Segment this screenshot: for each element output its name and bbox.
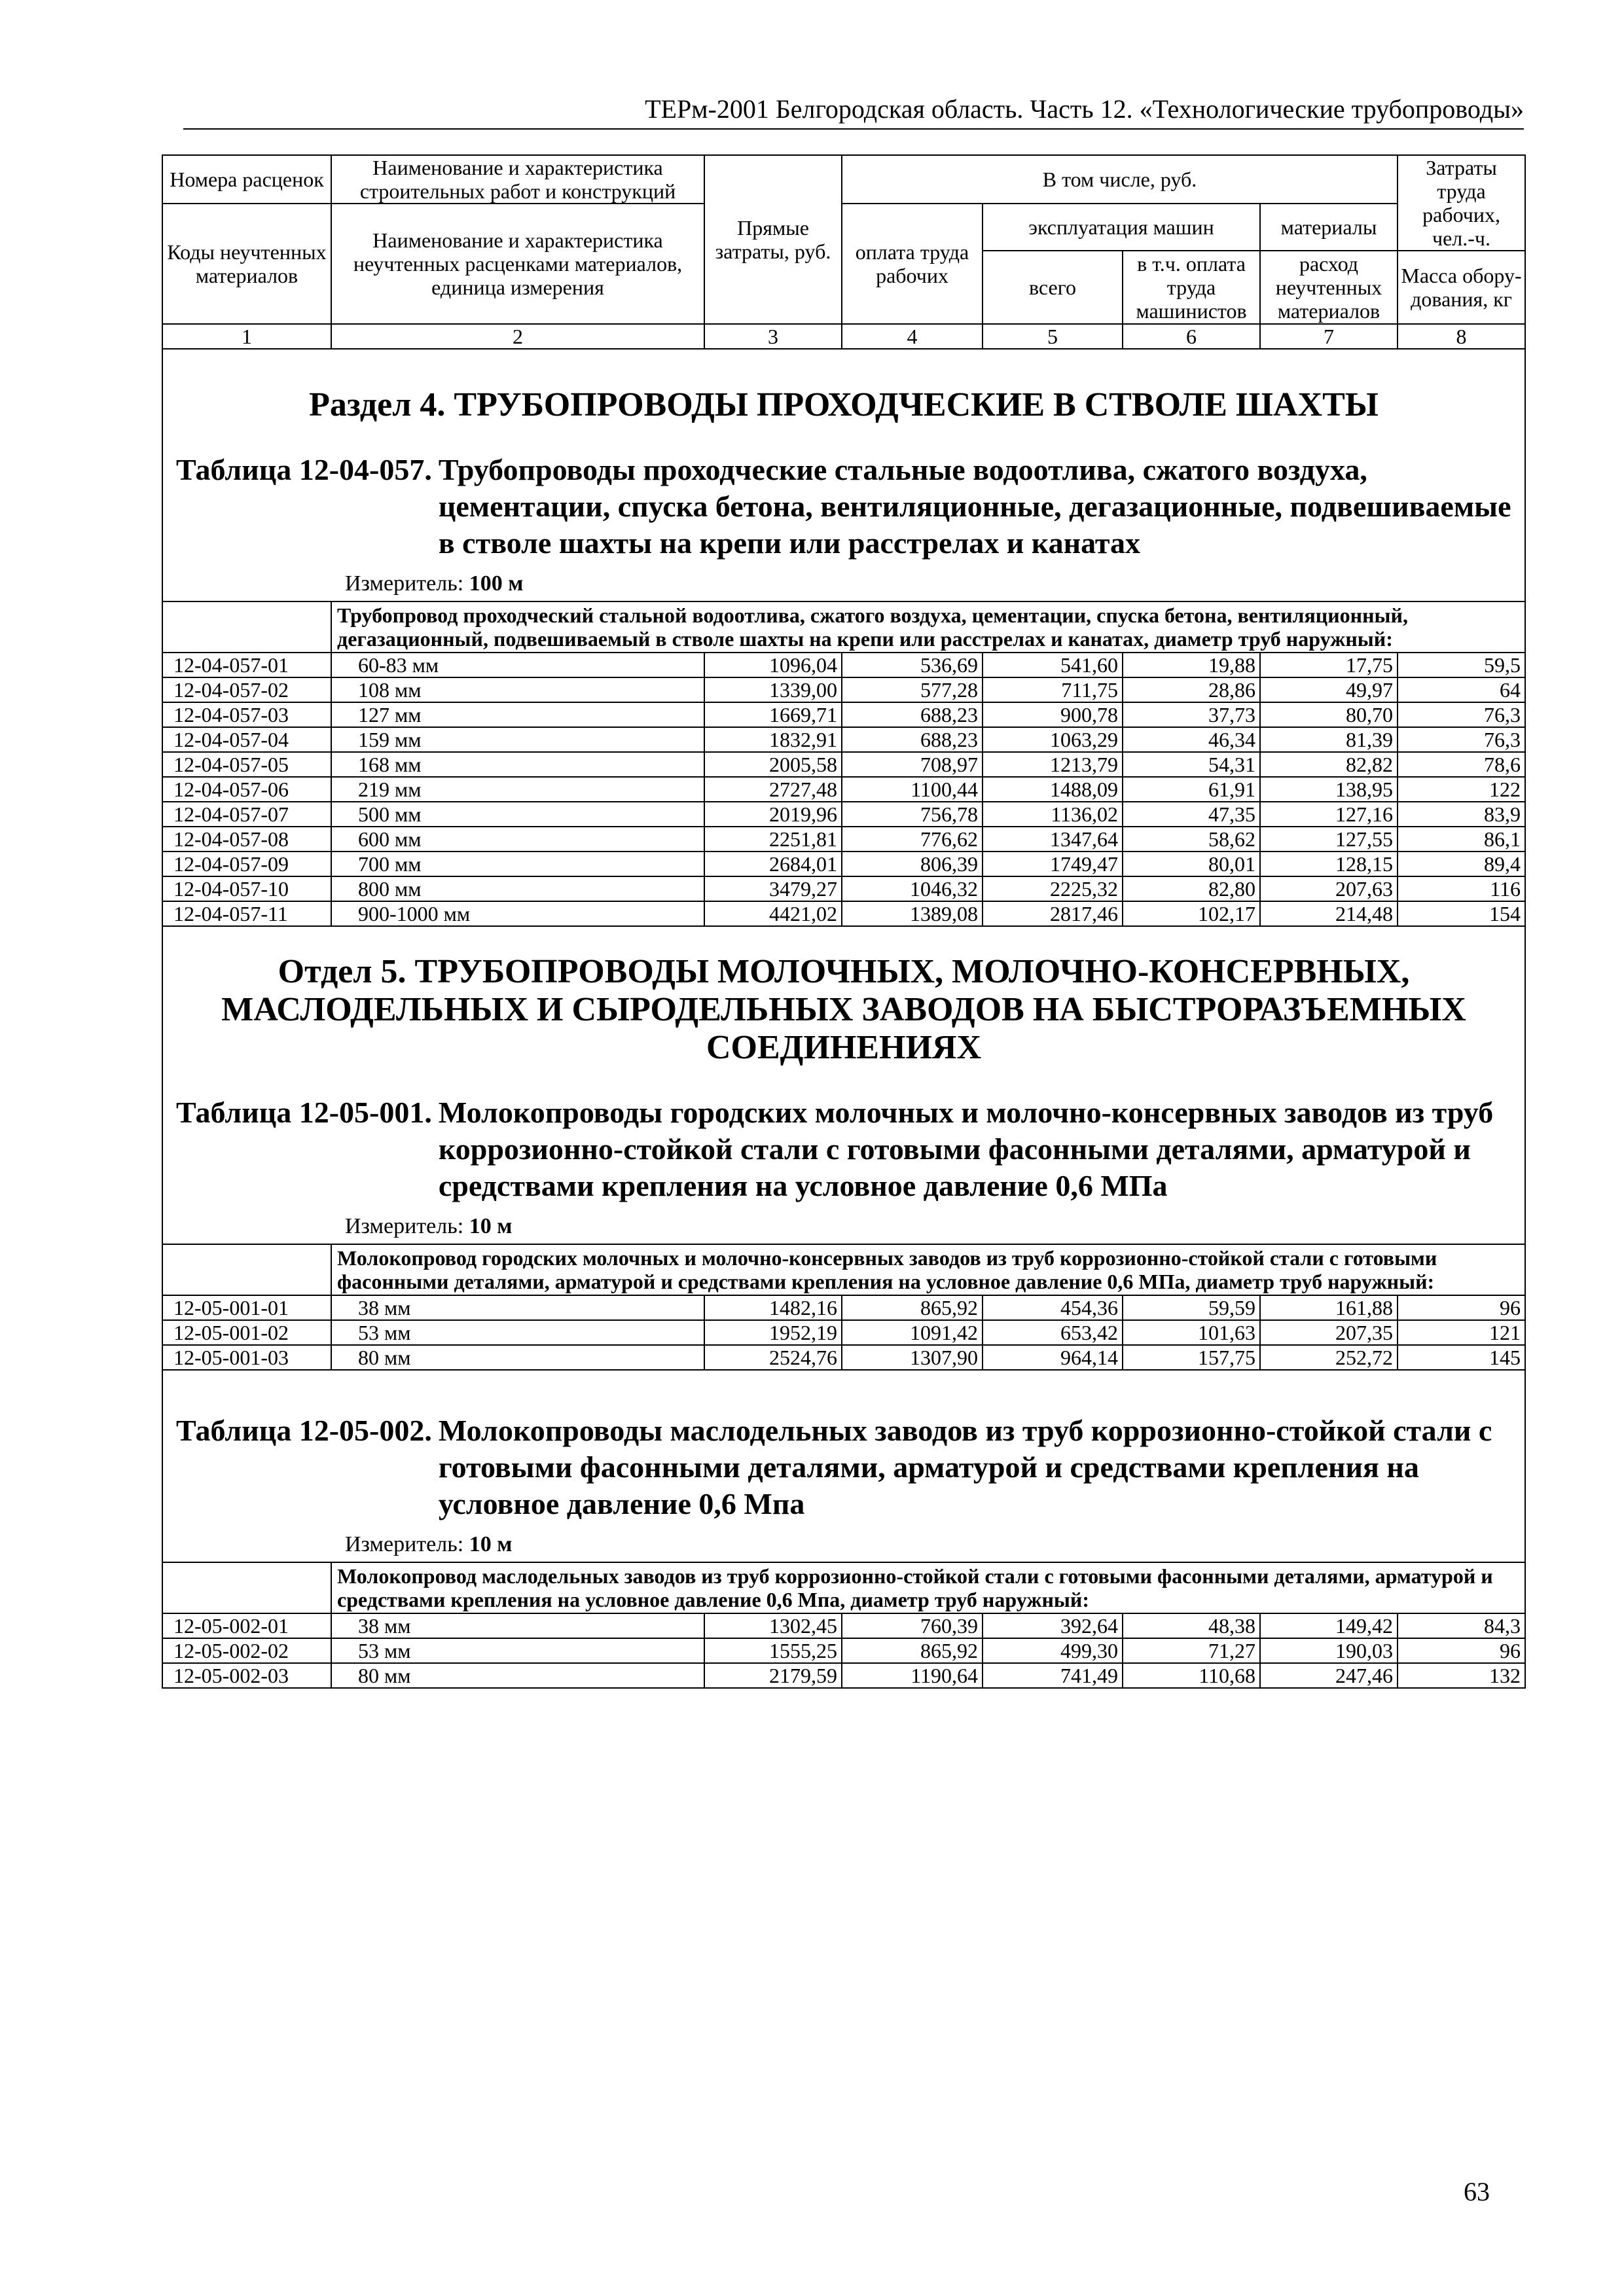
col-header-worker-pay: оплата труда рабочих: [842, 204, 983, 324]
measure-label: Измеритель:: [345, 1214, 464, 1238]
cell-code: 12-04-057-04: [162, 727, 331, 752]
cell-drivers: 46,34: [1123, 727, 1260, 752]
col-header-materials: материалы: [1260, 204, 1398, 251]
cell-drivers: 54,31: [1123, 752, 1260, 777]
cell-drivers: 37,73: [1123, 702, 1260, 727]
cell-drivers: 71,27: [1123, 1638, 1260, 1663]
measure-label: Измеритель:: [345, 571, 464, 596]
table-row: [162, 1638, 1525, 1663]
cell-direct: 2005,58: [704, 752, 842, 777]
cell-name: 53 мм: [331, 1638, 704, 1663]
cell-code: 12-05-001-02: [162, 1320, 331, 1345]
col-header-rate-numbers: Номера расценок: [162, 155, 331, 204]
cell-hours: 121: [1398, 1320, 1525, 1345]
table-body: [162, 349, 1525, 653]
cell-name: 900-1000 мм: [331, 901, 704, 926]
col-header-material-codes: Коды неучтенных материалов: [162, 204, 331, 324]
table-title: Молокопроводы маслодельных заводов из труб коррозионно-стойкой стали с готовыми фасонными деталями, арматурой и средствами крепления на условное давление 0,6 Мпа: [438, 1414, 1492, 1520]
cell-labor: 1091,42: [842, 1320, 983, 1345]
cell-code: 12-05-002-01: [162, 1613, 331, 1638]
table-row: [162, 901, 1525, 926]
cell-drivers: 58,62: [1123, 827, 1260, 852]
cell-machines: 1136,02: [983, 802, 1123, 827]
cell-name: 600 мм: [331, 827, 704, 852]
cell-labor: 1100,44: [842, 777, 983, 802]
col-num: 6: [1123, 324, 1260, 349]
cell-machines: 1347,64: [983, 827, 1123, 852]
cell-code: 12-04-057-08: [162, 827, 331, 852]
table-caption: [162, 441, 1525, 601]
cell-machines: 711,75: [983, 677, 1123, 702]
cell-name: 800 мм: [331, 876, 704, 901]
col-num: 5: [983, 324, 1123, 349]
cell-code: 12-05-001-03: [162, 1345, 331, 1370]
cell-labor: 1307,90: [842, 1345, 983, 1370]
cell-name: 38 мм: [331, 1295, 704, 1320]
cell-materials: 190,03: [1260, 1638, 1398, 1663]
table-row: [162, 702, 1525, 727]
col-header-work-name: Наименование и характеристика строительных работ и конструкций: [331, 155, 704, 204]
col-header-machines: эксплуатация машин: [983, 204, 1260, 251]
table-row: [162, 1345, 1525, 1370]
col-header-material-name: Наименование и характеристика неучтенных расценками материалов, единица измерения: [331, 204, 704, 324]
cell-direct: 2019,96: [704, 802, 842, 827]
col-header-direct-costs: Прямые затраты, руб.: [704, 155, 842, 324]
cell-hours: 145: [1398, 1345, 1525, 1370]
cell-drivers: 102,17: [1123, 901, 1260, 926]
cell-hours: 89,4: [1398, 852, 1525, 876]
cell-hours: 76,3: [1398, 727, 1525, 752]
cell-labor: 688,23: [842, 727, 983, 752]
col-num: 1: [162, 324, 331, 349]
cell-direct: 2727,48: [704, 777, 842, 802]
cell-materials: 17,75: [1260, 653, 1398, 677]
cell-direct: 2251,81: [704, 827, 842, 852]
col-num: 3: [704, 324, 842, 349]
cell-direct: 1482,16: [704, 1295, 842, 1320]
cell-machines: 653,42: [983, 1320, 1123, 1345]
table-row: [162, 677, 1525, 702]
cell-materials: 127,55: [1260, 827, 1398, 852]
cell-drivers: 101,63: [1123, 1320, 1260, 1345]
cell-materials: 214,48: [1260, 901, 1398, 926]
table-row: [162, 1295, 1525, 1320]
cell-hours: 83,9: [1398, 802, 1525, 827]
cell-drivers: 48,38: [1123, 1613, 1260, 1638]
table-row: [162, 752, 1525, 777]
cell-hours: 59,5: [1398, 653, 1525, 677]
cell-labor: 688,23: [842, 702, 983, 727]
page-number: 63: [1464, 2177, 1490, 2206]
table-12-05-002-body: [162, 1370, 1525, 1613]
table-row: [162, 852, 1525, 876]
cell-materials: 82,82: [1260, 752, 1398, 777]
cell-hours: 116: [1398, 876, 1525, 901]
table-label: Таблица 12-05-002.: [176, 1414, 432, 1447]
col-header-equipment-mass: Масса обору-дования, кг: [1398, 251, 1525, 324]
cell-labor: 1389,08: [842, 901, 983, 926]
rates-table: [162, 154, 1526, 1689]
cell-machines: 1063,29: [983, 727, 1123, 752]
cell-hours: 122: [1398, 777, 1525, 802]
table-label: Таблица 12-05-001.: [176, 1096, 432, 1129]
measure-value: 100 м: [469, 571, 524, 596]
cell-materials: 49,97: [1260, 677, 1398, 702]
cell-direct: 2179,59: [704, 1663, 842, 1688]
cell-direct: 1339,00: [704, 677, 842, 702]
cell-machines: 2225,32: [983, 876, 1123, 901]
cell-labor: 1190,64: [842, 1663, 983, 1688]
table-row: [162, 1663, 1525, 1688]
cell-drivers: 82,80: [1123, 876, 1260, 901]
col-num: 8: [1398, 324, 1525, 349]
cell-materials: 252,72: [1260, 1345, 1398, 1370]
cell-hours: 78,6: [1398, 752, 1525, 777]
rows-table-12-05-001: [162, 1295, 1525, 1370]
cell-materials: 127,16: [1260, 802, 1398, 827]
cell-direct: 2524,76: [704, 1345, 842, 1370]
rows-section4: [162, 653, 1525, 926]
cell-drivers: 47,35: [1123, 802, 1260, 827]
cell-direct: 1832,91: [704, 727, 842, 752]
cell-name: 168 мм: [331, 752, 704, 777]
cell-direct: 1669,71: [704, 702, 842, 727]
section5-body: [162, 926, 1525, 1295]
cell-hours: 132: [1398, 1663, 1525, 1688]
cell-drivers: 59,59: [1123, 1295, 1260, 1320]
cell-labor: 1046,32: [842, 876, 983, 901]
cell-machines: 741,49: [983, 1663, 1123, 1688]
cell-machines: 541,60: [983, 653, 1123, 677]
cell-direct: 1096,04: [704, 653, 842, 677]
cell-code: 12-05-001-01: [162, 1295, 331, 1320]
measure-label: Измеритель:: [345, 1532, 464, 1556]
cell-machines: 1488,09: [983, 777, 1123, 802]
cell-labor: 865,92: [842, 1295, 983, 1320]
cell-direct: 1302,45: [704, 1613, 842, 1638]
cell-materials: 149,42: [1260, 1613, 1398, 1638]
cell-hours: 96: [1398, 1295, 1525, 1320]
cell-name: 108 мм: [331, 677, 704, 702]
cell-labor: 776,62: [842, 827, 983, 852]
col-header-unaccounted-materials: расход неучтенных материалов: [1260, 251, 1398, 324]
cell-drivers: 110,68: [1123, 1663, 1260, 1688]
cell-machines: 1213,79: [983, 752, 1123, 777]
cell-name: 80 мм: [331, 1663, 704, 1688]
table-row: [162, 653, 1525, 677]
cell-machines: 964,14: [983, 1345, 1123, 1370]
cell-code: 12-04-057-11: [162, 901, 331, 926]
cell-materials: 161,88: [1260, 1295, 1398, 1320]
cell-code: 12-05-002-02: [162, 1638, 331, 1663]
col-header-labor-hours: Затраты труда рабочих, чел.-ч.: [1398, 155, 1525, 251]
running-header: ТЕРм-2001 Белгородская область. Часть 12. «Технологические трубопроводы»: [183, 93, 1524, 130]
cell-code: 12-04-057-10: [162, 876, 331, 901]
cell-drivers: 157,75: [1123, 1345, 1260, 1370]
cell-hours: 84,3: [1398, 1613, 1525, 1638]
cell-code: 12-04-057-06: [162, 777, 331, 802]
table-row: [162, 1320, 1525, 1345]
cell-direct: 4421,02: [704, 901, 842, 926]
cell-drivers: 61,91: [1123, 777, 1260, 802]
rows-table-12-05-002: [162, 1613, 1525, 1688]
table-label: Таблица 12-04-057.: [176, 453, 432, 486]
cell-hours: 96: [1398, 1638, 1525, 1663]
cell-hours: 86,1: [1398, 827, 1525, 852]
cell-machines: 499,30: [983, 1638, 1123, 1663]
cell-drivers: 28,86: [1123, 677, 1260, 702]
cell-name: 219 мм: [331, 777, 704, 802]
table-row: [162, 827, 1525, 852]
cell-hours: 64: [1398, 677, 1525, 702]
cell-drivers: 80,01: [1123, 852, 1260, 876]
table-row: [162, 1613, 1525, 1638]
col-header-driver-pay: в т.ч. оплата труда машинистов: [1123, 251, 1260, 324]
cell-labor: 756,78: [842, 802, 983, 827]
cell-code: 12-04-057-05: [162, 752, 331, 777]
section-title: Отдел 5. ТРУБОПРОВОДЫ МОЛОЧНЫХ, МОЛОЧНО-КОНСЕРВНЫХ, МАСЛОДЕЛЬНЫХ И СЫРОДЕЛЬНЫХ ЗАВОДОВ НА БЫСТРОРАЗЪЕМНЫХ СОЕДИНЕНИЯХ: [162, 926, 1525, 1084]
table-header: [162, 155, 1525, 349]
measure-value: 10 м: [469, 1214, 513, 1238]
table-title: Трубопроводы проходческие стальные водоотлива, сжатого воздуха, цементации, спуска бетона, вентиляционные, дегазационные, подвешиваемые в стволе шахты на крепи или расстрелах и канатах: [438, 453, 1511, 560]
measure: [176, 1213, 1511, 1240]
cell-machines: 1749,47: [983, 852, 1123, 876]
cell-name: 80 мм: [331, 1345, 704, 1370]
col-num: 7: [1260, 324, 1398, 349]
cell-code: 12-04-057-03: [162, 702, 331, 727]
cell-materials: 80,70: [1260, 702, 1398, 727]
cell-hours: 154: [1398, 901, 1525, 926]
cell-name: 127 мм: [331, 702, 704, 727]
cell-labor: 865,92: [842, 1638, 983, 1663]
cell-code: 12-04-057-07: [162, 802, 331, 827]
section-title: Раздел 4. ТРУБОПРОВОДЫ ПРОХОДЧЕСКИЕ В СТВОЛЕ ШАХТЫ: [162, 349, 1525, 441]
col-num: 4: [842, 324, 983, 349]
table-row: [162, 727, 1525, 752]
cell-materials: 138,95: [1260, 777, 1398, 802]
cell-direct: 2684,01: [704, 852, 842, 876]
cell-labor: 577,28: [842, 677, 983, 702]
table-caption: [162, 1084, 1525, 1244]
rate-description: Молокопровод городских молочных и молочно-консервных заводов из труб коррозионно-стойкой стали с готовыми фасонными деталями, арматурой и средствами крепления на условное давление 0,6 МПа, диаметр труб наружный:: [331, 1244, 1525, 1295]
cell-machines: 2817,46: [983, 901, 1123, 926]
rate-description: Трубопровод проходческий стальной водоотлива, сжатого воздуха, цементации, спуска бетона, вентиляционный, дегазационный, подвешиваемый в стволе шахты на крепи или расстрелах и канатах, диаметр труб наружный:: [331, 601, 1525, 653]
cell-code: 12-05-002-03: [162, 1663, 331, 1688]
cell-machines: 392,64: [983, 1613, 1123, 1638]
cell-hours: 76,3: [1398, 702, 1525, 727]
table-title: Молокопроводы городских молочных и молочно-консервных заводов из труб коррозионно-стойкой стали с готовыми фасонными деталями, арматурой и средствами крепления на условное давление 0,6 МПа: [438, 1096, 1494, 1202]
rate-description: Молокопровод маслодельных заводов из труб коррозионно-стойкой стали с готовыми фасонными деталями, арматурой и средствами крепления на условное давление 0,6 Мпа, диаметр труб наружный:: [331, 1562, 1525, 1613]
col-header-including: В том числе, руб.: [842, 155, 1398, 204]
measure: [176, 1532, 1511, 1558]
cell-labor: 708,97: [842, 752, 983, 777]
table-row: [162, 777, 1525, 802]
cell-code: 12-04-057-01: [162, 653, 331, 677]
cell-labor: 760,39: [842, 1613, 983, 1638]
cell-materials: 247,46: [1260, 1663, 1398, 1688]
cell-machines: 900,78: [983, 702, 1123, 727]
cell-labor: 536,69: [842, 653, 983, 677]
measure: [176, 571, 1511, 597]
measure-value: 10 м: [469, 1532, 513, 1556]
cell-name: 60-83 мм: [331, 653, 704, 677]
cell-name: 500 мм: [331, 802, 704, 827]
cell-name: 53 мм: [331, 1320, 704, 1345]
cell-machines: 454,36: [983, 1295, 1123, 1320]
cell-labor: 806,39: [842, 852, 983, 876]
cell-name: 159 мм: [331, 727, 704, 752]
cell-direct: 1952,19: [704, 1320, 842, 1345]
col-num: 2: [331, 324, 704, 349]
cell-drivers: 19,88: [1123, 653, 1260, 677]
cell-materials: 207,63: [1260, 876, 1398, 901]
cell-materials: 81,39: [1260, 727, 1398, 752]
column-numbers-row: [162, 324, 1525, 349]
table-row: [162, 876, 1525, 901]
table-row: [162, 802, 1525, 827]
cell-materials: 128,15: [1260, 852, 1398, 876]
cell-name: 38 мм: [331, 1613, 704, 1638]
cell-code: 12-04-057-09: [162, 852, 331, 876]
table-caption: [162, 1370, 1525, 1562]
cell-materials: 207,35: [1260, 1320, 1398, 1345]
cell-name: 700 мм: [331, 852, 704, 876]
cell-code: 12-04-057-02: [162, 677, 331, 702]
cell-direct: 1555,25: [704, 1638, 842, 1663]
cell-direct: 3479,27: [704, 876, 842, 901]
col-header-machines-total: всего: [983, 251, 1123, 324]
